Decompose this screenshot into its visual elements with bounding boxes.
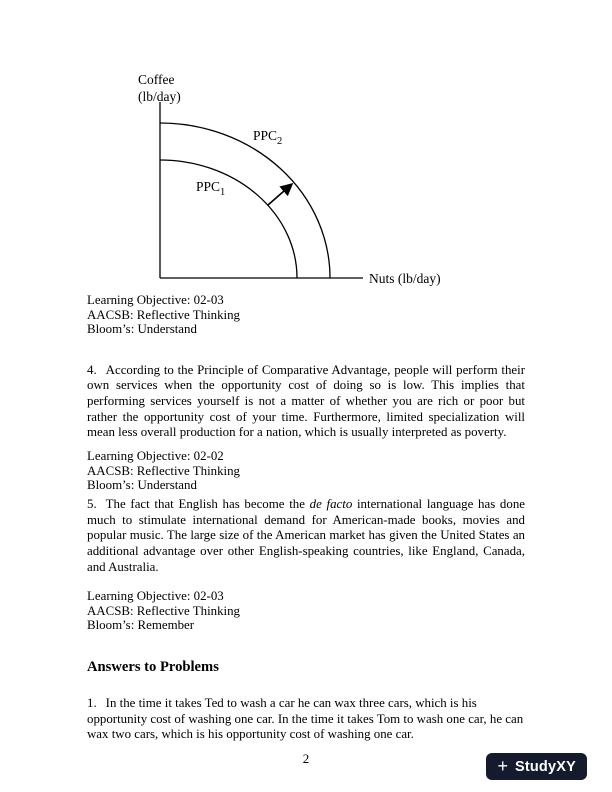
meta-block-2 <box>87 449 525 493</box>
paragraph-4-number: 4. <box>87 362 97 377</box>
y-axis-label-line2: (lb/day) <box>138 89 181 104</box>
aacsb: AACSB: Reflective Thinking <box>87 603 241 618</box>
aacsb: AACSB: Reflective Thinking <box>87 307 241 322</box>
logo-xy-text: XY <box>556 758 576 775</box>
blooms: Bloom’s: Understand <box>87 322 197 337</box>
y-axis-label-line1: Coffee <box>138 72 175 87</box>
paragraph-5-text-before: The fact that English has become the <box>105 496 310 511</box>
answer-1-paragraph <box>87 696 525 743</box>
x-axis-label: Nuts (lb/day) <box>369 271 441 286</box>
answer-1-text: In the time it takes Ted to wash a car he can wax three cars, which is his opportunity cost of washing one car. In the time it takes Tom to wash one car, he can wax two cars, which is his opportunity cost of washing one car. <box>87 695 524 742</box>
ppc2-label <box>253 128 282 147</box>
ppc2-label-text: PPC <box>253 128 278 143</box>
paragraph-5 <box>87 497 525 575</box>
growth-arrow <box>268 184 292 205</box>
paragraph-5-text-after: international language has done much to stimulate international demand for American-made books, movies and popular music. The large size of the American market has given the United States an additional advantage over other English-speaking countries, like England, Canada, and Australia. <box>87 496 525 574</box>
paragraph-5-italic-phrase: de facto <box>309 496 353 511</box>
studyxy-logo <box>486 753 587 780</box>
meta-block-1 <box>87 293 525 337</box>
logo-study-text: Study <box>514 758 557 775</box>
paragraph-5-number: 5. <box>87 496 97 511</box>
page-number: 2 <box>302 750 310 766</box>
plus-icon: + <box>497 755 508 776</box>
answer-1-number: 1. <box>87 695 97 710</box>
ppc2-label-sub: 2 <box>277 136 283 147</box>
paragraph-4-text: According to the Principle of Comparative Advantage, people will perform their own services when the opportunity cost of doing so is low. This implies that performing services yourself is not a matter of whether you are rich or poor but rather the opportunity cost of your time. Furthermore, limited specialization will mean less overall production for a nation, which is usually interpreted as poverty. <box>87 362 525 440</box>
studyxy-wordmark <box>515 759 576 775</box>
ppc1-curve <box>160 160 297 278</box>
aacsb: AACSB: Reflective Thinking <box>87 463 241 478</box>
learning-objective: Learning Objective: 02-02 <box>87 449 224 464</box>
ppc1-label-text: PPC <box>196 179 221 194</box>
ppc-diagram-svg <box>87 66 507 291</box>
meta-block-3 <box>87 589 525 633</box>
blooms: Bloom’s: Understand <box>87 478 197 493</box>
ppc1-label <box>196 179 225 198</box>
learning-objective: Learning Objective: 02-03 <box>87 589 224 604</box>
answers-to-problems-heading: Answers to Problems <box>87 658 219 675</box>
paragraph-4 <box>87 363 525 441</box>
ppc2-curve <box>160 123 330 278</box>
learning-objective: Learning Objective: 02-03 <box>87 293 224 307</box>
blooms: Bloom’s: Remember <box>87 618 195 633</box>
ppc-diagram <box>87 66 525 291</box>
ppc1-label-sub: 1 <box>220 187 226 198</box>
